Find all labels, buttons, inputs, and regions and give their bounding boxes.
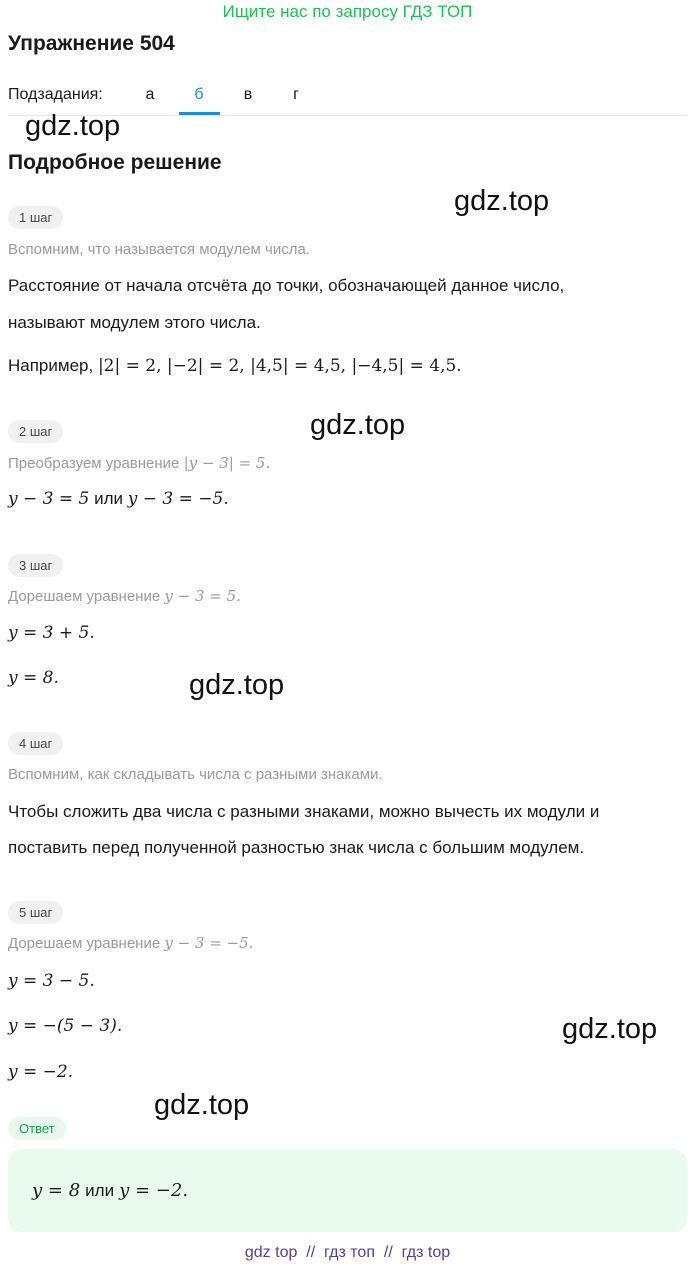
step-badge: 1 шаг [8,206,63,229]
tab-subtask-g[interactable]: г [293,86,299,103]
tab-subtask-a[interactable]: а [145,86,155,103]
step-hint: Вспомним, как складывать числа с разными знаками. [8,766,383,783]
equation: y = 3 + 5. [8,623,95,643]
step-text: называют модулем этого числа. [8,313,261,332]
example-math: |2| = 2, |−2| = 2, |4,5| = 4,5, |−4,5| = 4,5. [97,356,462,376]
top-banner[interactable]: Ищите нас по запросу ГДЗ ТОП [222,2,473,21]
step-hint [8,587,241,605]
equation: y = −2. [8,1062,74,1082]
step-text: поставить перед полученной разностью знак числа с большим модулем. [8,838,585,857]
tab-subtask-b[interactable]: б [194,86,204,103]
step-badge: 5 шаг [8,901,63,924]
footer-links[interactable]: gdz top // гдз топ // гдз top [244,1244,451,1261]
equation: y = −(5 − 3). [8,1016,123,1036]
hint-prefix: Дорешаем уравнение [8,588,161,605]
hint-math: |y − 3| = 5. [183,454,271,472]
subtasks-label: Подзадания: [8,86,103,103]
equation: y = 8. [8,668,59,688]
watermark: gdz.top [154,1089,250,1121]
page-title: Упражнение 504 [8,32,175,55]
step-hint: Вспомним, что называется модулем числа. [8,241,310,258]
answer-math: y = −2. [119,1180,189,1201]
step-hint [8,454,270,472]
watermark: gdz.top [310,409,406,441]
equation: y − 3 = −5. [127,489,229,509]
hint-prefix: Преобразуем уравнение [8,455,180,472]
watermark: gdz.top [25,110,121,142]
word-or: или [94,489,123,508]
equation: y − 3 = 5 [8,489,90,509]
hint-math: y − 3 = 5. [164,587,241,605]
section-title: Подробное решение [8,151,222,174]
watermark: gdz.top [562,1013,658,1045]
tab-subtask-v[interactable]: в [243,86,253,103]
answer-badge: Ответ [8,1117,66,1140]
equation: y = 3 − 5. [8,971,95,991]
answer-text [32,1180,188,1201]
hint-math: y − 3 = −5. [164,934,254,952]
word-or: или [85,1181,115,1200]
watermark: gdz.top [189,669,285,701]
watermark: gdz.top [454,185,550,217]
example-prefix: Например, [8,356,94,375]
step-text: Расстояние от начала отсчёта до точки, обозначающей данное число, [8,276,565,295]
example-line [8,356,462,376]
answer-math: y = 8 [32,1180,81,1201]
step-hint [8,934,253,952]
hint-prefix: Дорешаем уравнение [8,935,161,952]
equation-line [8,489,229,509]
step-badge: 3 шаг [8,554,63,577]
step-badge: 2 шаг [8,420,63,443]
step-text: Чтобы сложить два числа с разными знаками, можно вычесть их модули и [8,802,600,821]
step-badge: 4 шаг [8,732,63,755]
